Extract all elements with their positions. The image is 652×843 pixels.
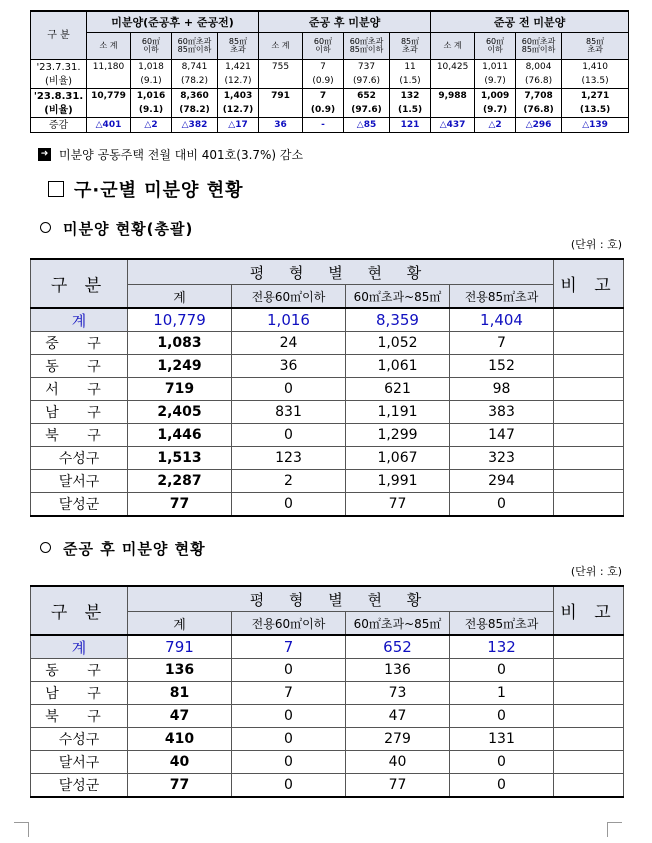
- summary-ratio-cell: [87, 74, 131, 89]
- table-cell: 73: [346, 682, 450, 705]
- summary-ratio-cell: (97.6): [344, 74, 390, 89]
- summary-ratio-cell: (76.8): [516, 74, 562, 89]
- table-cell: 1,067: [346, 447, 450, 470]
- table-cell: 1,249: [128, 355, 232, 378]
- table-cell: 1,991: [346, 470, 450, 493]
- summary-ratio-cell: (0.9): [303, 74, 344, 89]
- summary-change-cell: △296: [516, 118, 562, 133]
- table-cell: 0: [232, 751, 346, 774]
- summary-ratio-cell: [87, 103, 131, 118]
- remark-cell: [554, 635, 624, 659]
- total-cell: 1,404: [450, 308, 554, 332]
- summary-note-text: 미분양 공동주택 전월 대비 401호(3.7%) 감소: [59, 148, 304, 162]
- summary-note: [38, 146, 303, 163]
- remark-cell: [554, 751, 624, 774]
- remark-cell: [554, 728, 624, 751]
- size-column-header: 전용85㎡초과: [450, 285, 554, 309]
- district-name: 서 구: [31, 378, 128, 401]
- summary-cell: 1,009: [475, 89, 516, 104]
- size-column-header: 전용60㎡이하: [232, 285, 346, 309]
- remark-column-header: 비 고: [554, 586, 624, 635]
- table-cell: 77: [128, 774, 232, 798]
- remark-cell: [554, 659, 624, 682]
- summary-cell: 8,360: [172, 89, 218, 104]
- arrow-right-box-icon: ➜: [38, 148, 51, 161]
- summary-ratio-cell: (13.5): [562, 103, 629, 118]
- summary-subheader: 60㎡초과 85㎡이하: [172, 33, 218, 60]
- remark-column-header: 비 고: [554, 259, 624, 308]
- summary-ratio-cell: (1.5): [390, 103, 431, 118]
- summary-change-cell: △382: [172, 118, 218, 133]
- summary-subheader: 60㎡초과 85㎡이하: [344, 33, 390, 60]
- summary-cell: 1,016: [131, 89, 172, 104]
- total-cell: 132: [450, 635, 554, 659]
- summary-cell: 132: [390, 89, 431, 104]
- size-column-header: 60㎡초과~85㎡: [346, 285, 450, 309]
- table-cell: 2,287: [128, 470, 232, 493]
- table-cell: 147: [450, 424, 554, 447]
- summary-ratio-cell: (12.7): [218, 74, 259, 89]
- total-cell: 10,779: [128, 308, 232, 332]
- table-cell: 0: [450, 493, 554, 517]
- table-cell: 40: [346, 751, 450, 774]
- summary-cell: 10,779: [87, 89, 131, 104]
- size-group-header: 평 형 별 현 황: [128, 586, 554, 612]
- summary-label-header: 구 분: [31, 11, 87, 60]
- summary-subheader: 85㎡ 초과: [562, 33, 629, 60]
- district-name: 수성구: [31, 447, 128, 470]
- table-cell: 47: [128, 705, 232, 728]
- total-cell: 1,016: [232, 308, 346, 332]
- summary-change-cell: △437: [431, 118, 475, 133]
- table-cell: 24: [232, 332, 346, 355]
- size-column-header: 60㎡초과~85㎡: [346, 612, 450, 636]
- size-column-header: 전용60㎡이하: [232, 612, 346, 636]
- summary-change-label: 증감: [31, 118, 87, 133]
- remark-cell: [554, 424, 624, 447]
- summary-cell: 1,410: [562, 60, 629, 75]
- table1-unit: (단위 : 호): [570, 238, 622, 251]
- size-column-header: 전용85㎡초과: [450, 612, 554, 636]
- remark-cell: [554, 401, 624, 424]
- summary-change-cell: 36: [259, 118, 303, 133]
- remark-cell: [554, 470, 624, 493]
- table-cell: 77: [346, 493, 450, 517]
- table-cell: 383: [450, 401, 554, 424]
- table-cell: 152: [450, 355, 554, 378]
- summary-cell: 11,180: [87, 60, 131, 75]
- table-cell: 7: [450, 332, 554, 355]
- page-corner-mark: [607, 822, 622, 837]
- summary-subheader: 60㎡초과 85㎡이하: [516, 33, 562, 60]
- summary-subheader: 소 계: [259, 33, 303, 60]
- table-cell: 0: [232, 493, 346, 517]
- square-bullet-icon: [48, 181, 64, 197]
- district-name: 북 구: [31, 424, 128, 447]
- table-cell: 0: [232, 659, 346, 682]
- table2-unit: (단위 : 호): [570, 565, 622, 578]
- district-name: 달성군: [31, 774, 128, 798]
- completed-unsold-table: [30, 585, 624, 798]
- table2-heading: [40, 538, 206, 559]
- summary-ratio-cell: (9.1): [131, 103, 172, 118]
- table-cell: 1,513: [128, 447, 232, 470]
- remark-cell: [554, 774, 624, 798]
- total-cell: 791: [128, 635, 232, 659]
- table-cell: 123: [232, 447, 346, 470]
- summary-row-label: '23.8.31.: [31, 89, 87, 104]
- total-row-label: 계: [31, 635, 128, 659]
- table-cell: 0: [232, 774, 346, 798]
- summary-group-after: 준공 후 미분양: [259, 11, 431, 33]
- summary-cell: 755: [259, 60, 303, 75]
- summary-cell: 1,271: [562, 89, 629, 104]
- table-cell: 1,083: [128, 332, 232, 355]
- remark-cell: [554, 378, 624, 401]
- summary-cell: 9,988: [431, 89, 475, 104]
- summary-subheader: 소 계: [431, 33, 475, 60]
- table-cell: 40: [128, 751, 232, 774]
- size-column-header: 계: [128, 285, 232, 309]
- district-name: 중 구: [31, 332, 128, 355]
- district-name: 동 구: [31, 355, 128, 378]
- table-cell: 81: [128, 682, 232, 705]
- summary-change-cell: △2: [475, 118, 516, 133]
- table-cell: 719: [128, 378, 232, 401]
- summary-ratio-cell: (0.9): [303, 103, 344, 118]
- summary-cell: 7: [303, 89, 344, 104]
- total-cell: 7: [232, 635, 346, 659]
- summary-row-label: '23.7.31.: [31, 60, 87, 75]
- summary-ratio-cell: [431, 103, 475, 118]
- summary-ratio-label: (비율): [31, 103, 87, 118]
- size-group-header: 평 형 별 현 황: [128, 259, 554, 285]
- table-cell: 1,052: [346, 332, 450, 355]
- table-cell: 136: [346, 659, 450, 682]
- table1-heading: [40, 218, 193, 239]
- remark-cell: [554, 682, 624, 705]
- remark-cell: [554, 493, 624, 517]
- summary-table: [30, 10, 629, 133]
- page-corner-mark: [14, 822, 29, 837]
- table-cell: 131: [450, 728, 554, 751]
- summary-group-before: 준공 전 미분양: [431, 11, 629, 33]
- table-cell: 410: [128, 728, 232, 751]
- table-cell: 7: [232, 682, 346, 705]
- table-cell: 0: [232, 378, 346, 401]
- summary-change-cell: △401: [87, 118, 131, 133]
- summary-ratio-cell: (12.7): [218, 103, 259, 118]
- summary-cell: 652: [344, 89, 390, 104]
- table-cell: 1,061: [346, 355, 450, 378]
- summary-change-cell: △17: [218, 118, 259, 133]
- summary-ratio-cell: (9.7): [475, 74, 516, 89]
- summary-subheader: 60㎡ 이하: [475, 33, 516, 60]
- table-cell: 77: [346, 774, 450, 798]
- summary-cell: 10,425: [431, 60, 475, 75]
- summary-ratio-cell: [259, 103, 303, 118]
- district-column-header: 구 분: [31, 586, 128, 635]
- summary-ratio-cell: [259, 74, 303, 89]
- remark-cell: [554, 447, 624, 470]
- table-cell: 47: [346, 705, 450, 728]
- table-cell: 294: [450, 470, 554, 493]
- summary-subheader: 85㎡ 초과: [390, 33, 431, 60]
- summary-ratio-cell: (9.1): [131, 74, 172, 89]
- table-cell: 621: [346, 378, 450, 401]
- remark-cell: [554, 308, 624, 332]
- total-cell: 652: [346, 635, 450, 659]
- table-cell: 98: [450, 378, 554, 401]
- table2-heading-text: 준공 후 미분양 현황: [63, 540, 206, 558]
- total-row-label: 계: [31, 308, 128, 332]
- table-cell: 0: [232, 728, 346, 751]
- size-column-header: 계: [128, 612, 232, 636]
- summary-ratio-cell: (9.7): [475, 103, 516, 118]
- table-cell: 323: [450, 447, 554, 470]
- summary-cell: 1,011: [475, 60, 516, 75]
- summary-ratio-cell: (1.5): [390, 74, 431, 89]
- district-name: 달서구: [31, 470, 128, 493]
- summary-cell: 1,421: [218, 60, 259, 75]
- summary-subheader: 60㎡ 이하: [131, 33, 172, 60]
- summary-change-cell: △85: [344, 118, 390, 133]
- summary-cell: 7,708: [516, 89, 562, 104]
- summary-cell: 1,018: [131, 60, 172, 75]
- summary-subheader: 85㎡ 초과: [218, 33, 259, 60]
- summary-cell: 1,403: [218, 89, 259, 104]
- summary-ratio-cell: (13.5): [562, 74, 629, 89]
- table-cell: 36: [232, 355, 346, 378]
- summary-ratio-cell: [431, 74, 475, 89]
- table-cell: 0: [450, 659, 554, 682]
- table-cell: 0: [232, 424, 346, 447]
- summary-group-total: 미분양(준공후 + 준공전): [87, 11, 259, 33]
- table-cell: 1: [450, 682, 554, 705]
- table-cell: 1,446: [128, 424, 232, 447]
- district-unsold-table: [30, 258, 624, 517]
- summary-change-cell: △139: [562, 118, 629, 133]
- total-cell: 8,359: [346, 308, 450, 332]
- table-cell: 136: [128, 659, 232, 682]
- summary-ratio-cell: (78.2): [172, 103, 218, 118]
- summary-ratio-cell: (97.6): [344, 103, 390, 118]
- summary-cell: 791: [259, 89, 303, 104]
- district-name: 수성구: [31, 728, 128, 751]
- remark-cell: [554, 355, 624, 378]
- table-cell: 0: [450, 705, 554, 728]
- summary-cell: 737: [344, 60, 390, 75]
- table-cell: 1,191: [346, 401, 450, 424]
- district-column-header: 구 분: [31, 259, 128, 308]
- remark-cell: [554, 332, 624, 355]
- district-name: 남 구: [31, 682, 128, 705]
- summary-change-cell: -: [303, 118, 344, 133]
- summary-subheader: 소 계: [87, 33, 131, 60]
- summary-change-cell: 121: [390, 118, 431, 133]
- summary-cell: 11: [390, 60, 431, 75]
- district-name: 동 구: [31, 659, 128, 682]
- summary-ratio-label: (비율): [31, 74, 87, 89]
- circle-bullet-icon: [40, 222, 51, 233]
- table-cell: 77: [128, 493, 232, 517]
- summary-cell: 8,004: [516, 60, 562, 75]
- table-cell: 1,299: [346, 424, 450, 447]
- summary-cell: 8,741: [172, 60, 218, 75]
- table-cell: 279: [346, 728, 450, 751]
- summary-cell: 7: [303, 60, 344, 75]
- summary-subheader: 60㎡ 이하: [303, 33, 344, 60]
- section-title-text: 구·군별 미분양 현황: [74, 180, 244, 201]
- table-cell: 0: [450, 751, 554, 774]
- table-cell: 0: [450, 774, 554, 798]
- section-title: [48, 176, 243, 202]
- district-name: 북 구: [31, 705, 128, 728]
- summary-ratio-cell: (78.2): [172, 74, 218, 89]
- remark-cell: [554, 705, 624, 728]
- table-cell: 2: [232, 470, 346, 493]
- summary-ratio-cell: (76.8): [516, 103, 562, 118]
- table-cell: 2,405: [128, 401, 232, 424]
- table-cell: 831: [232, 401, 346, 424]
- table-cell: 0: [232, 705, 346, 728]
- district-name: 달성군: [31, 493, 128, 517]
- table1-heading-text: 미분양 현황(총괄): [63, 220, 194, 238]
- district-name: 달서구: [31, 751, 128, 774]
- circle-bullet-icon: [40, 542, 51, 553]
- summary-change-cell: △2: [131, 118, 172, 133]
- district-name: 남 구: [31, 401, 128, 424]
